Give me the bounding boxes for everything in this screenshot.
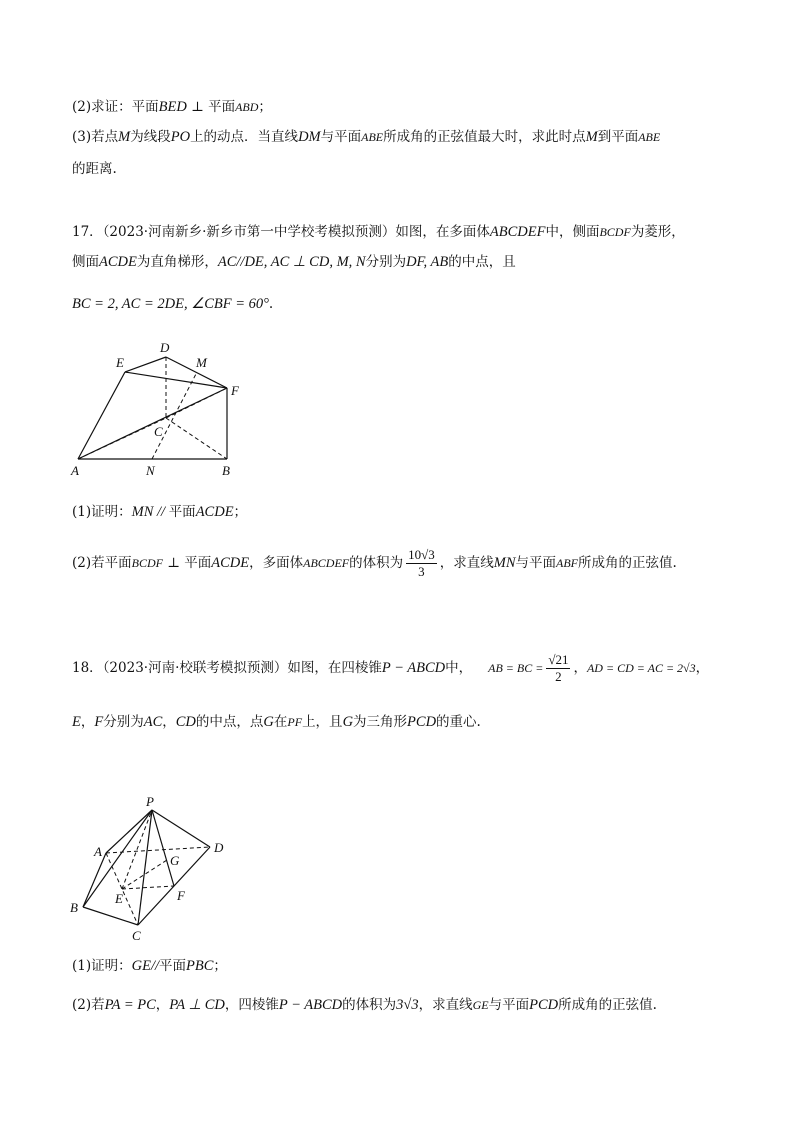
math: GE [472, 998, 489, 1012]
q18-pyramid-figure [60, 790, 240, 945]
text: 所成角的正弦值. [558, 997, 657, 1013]
text: (3)若点 [72, 129, 119, 145]
text: 侧面 [72, 254, 99, 270]
text: 中， [445, 660, 473, 676]
label-f: F [231, 383, 239, 398]
text: 平面 [168, 504, 196, 520]
q18-line1 [72, 647, 709, 689]
math: P − ABCD [278, 997, 343, 1013]
text: ⊥ 平面 [186, 99, 236, 115]
edge-ed [125, 357, 166, 372]
math: BCDF [599, 225, 631, 239]
question-source: （2023·河南新乡·新乡市第一中学校考模拟预测） [102, 224, 396, 240]
label-m: M [196, 355, 207, 370]
text: (2)若平面 [72, 555, 132, 571]
edge-cb [166, 418, 227, 459]
text: 在 [273, 714, 288, 730]
math: F [94, 714, 104, 730]
length-fraction [546, 652, 570, 685]
question-source: （2023·河南·校联考模拟预测） [102, 660, 288, 676]
text: 到平面 [597, 129, 639, 145]
label-n: N [146, 463, 155, 478]
fraction-numerator: 10√3 [408, 547, 435, 562]
label-g: G [170, 853, 180, 868]
math: MN // [131, 504, 169, 520]
text: ，多面体 [249, 555, 304, 571]
text: 上，且 [302, 714, 343, 730]
math: ABE [638, 130, 661, 144]
text: 所成角的正弦值. [578, 555, 677, 571]
text: ； [213, 958, 227, 974]
math: M [118, 129, 131, 145]
text: ； [258, 99, 272, 115]
volume-fraction [406, 547, 437, 580]
math: ABF [556, 556, 578, 570]
math: BC = 2, AC = 2DE, ∠CBF = 60° [72, 296, 269, 312]
text: ； [233, 504, 248, 520]
text: 与平面 [320, 129, 362, 145]
label-e: E [116, 355, 124, 370]
label-a: A [71, 463, 79, 478]
text: ，求直线 [439, 555, 494, 571]
label-c: C [132, 928, 141, 943]
math: GE// [131, 958, 160, 974]
math: ACDE [99, 254, 137, 270]
text: 的重心. [436, 714, 481, 730]
fraction-denominator: 3 [406, 563, 437, 580]
text: ⊥ 平面 [162, 555, 212, 571]
math: PA = PC [104, 997, 156, 1013]
math: E [72, 714, 81, 730]
text: (1)证明： [72, 504, 132, 520]
text: 与平面 [488, 997, 530, 1013]
text: ， [80, 714, 95, 730]
text: 的中点，点 [195, 714, 264, 730]
q17-part1 [72, 502, 247, 522]
text: 平面 [159, 958, 187, 974]
q18-part2 [72, 995, 657, 1015]
text: 的体积为 [342, 997, 397, 1013]
text: ，求直线 [418, 997, 473, 1013]
text: 为直角梯形， [136, 254, 218, 270]
label-b: B [222, 463, 230, 478]
q16-part2 [72, 97, 272, 117]
edge-pa [106, 810, 152, 853]
fraction-denominator: 2 [546, 668, 570, 685]
text: 为三角形 [353, 714, 408, 730]
math: P − ABCD [381, 660, 446, 676]
text: ， [162, 714, 176, 730]
math: AC//DE, AC ⊥ CD, M, N [217, 254, 366, 270]
math: ABE [361, 130, 384, 144]
math: ACDE [211, 555, 250, 571]
math: PO [170, 129, 191, 145]
label-f: F [177, 888, 185, 903]
q17-line1 [72, 222, 685, 242]
text: 的体积为 [349, 555, 404, 571]
text: ，四棱锥 [224, 997, 279, 1013]
edge-ae [78, 372, 125, 459]
math: ACDE [195, 504, 234, 520]
math: PBC [186, 958, 214, 974]
math: M [585, 129, 598, 145]
text: 中，侧面 [545, 224, 600, 240]
text: (2)若 [72, 997, 105, 1013]
math: ABD [235, 100, 259, 114]
text: . [268, 296, 274, 312]
text: 上的动点．当直线 [190, 129, 299, 145]
text: 为线段 [130, 129, 171, 145]
question-number: 17． [72, 224, 103, 240]
math: 3√3 [396, 997, 419, 1013]
label-d: D [214, 840, 224, 855]
math: BCDF [131, 556, 163, 570]
text: ， [155, 997, 170, 1013]
q17-part2 [72, 542, 677, 584]
edge-bc [83, 907, 138, 925]
math: PCD [407, 714, 437, 730]
math: G [342, 714, 354, 730]
math: CD [175, 714, 196, 730]
label-a: A [94, 844, 102, 859]
q16-part3-line2: 的距离. [72, 161, 117, 177]
q17-polyhedron-figure [60, 330, 260, 480]
math: PCD [529, 997, 559, 1013]
math: AD = CD = AC = 2√3 [586, 661, 696, 675]
math: AB = BC = [488, 661, 544, 675]
text: 如图，在四棱锥 [287, 660, 382, 676]
segment-ef [122, 886, 174, 889]
math: ABCDEF [303, 556, 350, 570]
text: 与平面 [515, 555, 556, 571]
label-c: C [154, 424, 163, 439]
math: PF [287, 715, 303, 729]
math: DF, AB [406, 254, 449, 270]
text: (1)证明： [72, 958, 132, 974]
q17-line3 [72, 294, 273, 314]
text: (2)求证：平面 [72, 99, 159, 115]
label-e: E [115, 891, 123, 906]
edge-ad [106, 847, 210, 853]
text: 所成角的正弦值最大时，求此时点 [383, 129, 586, 145]
text: 为菱形， [630, 224, 685, 240]
math: PA ⊥ CD [169, 997, 225, 1013]
math: DM [298, 129, 321, 145]
label-p: P [146, 794, 154, 809]
label-b: B [70, 900, 78, 915]
q18-part1 [72, 956, 227, 976]
q18-line2 [72, 712, 481, 732]
q17-line2 [72, 252, 516, 272]
segment-mn [152, 372, 197, 459]
q16-part3-line1 [72, 127, 660, 147]
math: G [263, 714, 274, 730]
fraction-numerator: √21 [548, 652, 569, 667]
text: ， [695, 660, 710, 676]
math: ABCDEF [489, 224, 546, 240]
text: 的中点，且 [448, 254, 516, 270]
question-number: 18． [72, 660, 103, 676]
text: 分别为 [103, 714, 144, 730]
math: BED [158, 99, 187, 115]
label-d: D [160, 340, 170, 355]
text: 如图，在多面体 [395, 224, 490, 240]
math: AC [143, 714, 163, 730]
math: MN [493, 555, 516, 571]
text: 分别为 [365, 254, 407, 270]
text: ， [573, 660, 587, 676]
